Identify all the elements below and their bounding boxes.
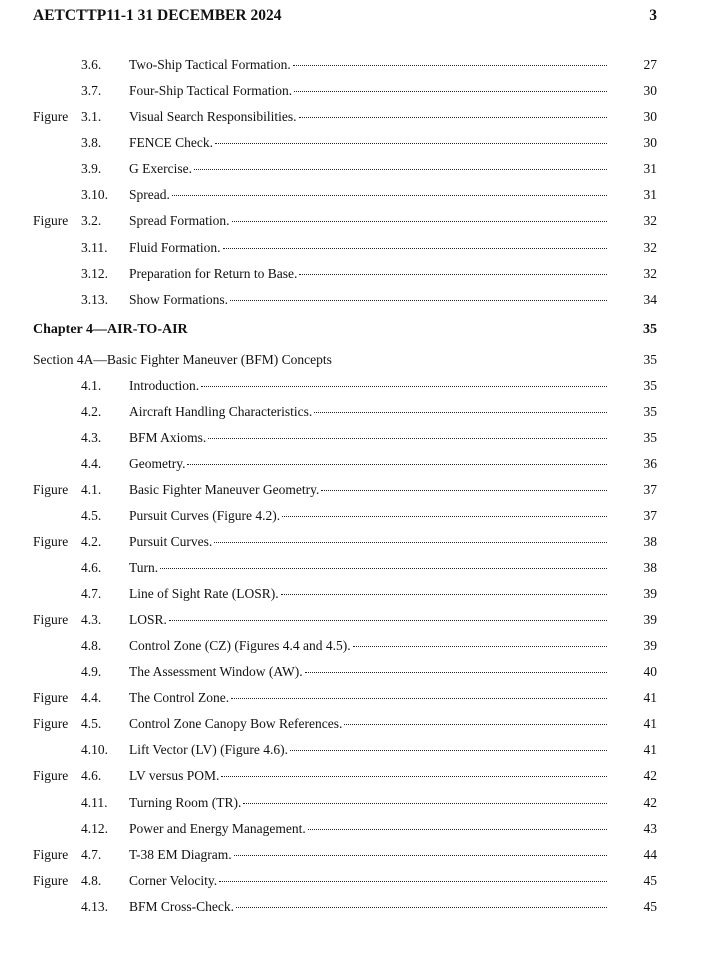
toc-entry[interactable] — [0, 159, 709, 179]
figure-label: Figure — [33, 109, 69, 124]
dot-leader — [314, 411, 607, 413]
toc-entry[interactable] — [0, 376, 709, 396]
entry-title: Four-Ship Tactical Formation. — [129, 83, 293, 98]
entry-title: Corner Velocity. — [129, 873, 218, 888]
entry-number: 4.13. — [81, 899, 108, 914]
entry-title-wrap — [129, 819, 607, 839]
entry-page: 38 — [643, 560, 657, 575]
entry-title: Basic Fighter Maneuver Geometry. — [129, 482, 320, 497]
entry-page: 36 — [643, 456, 657, 471]
dot-leader — [208, 437, 607, 439]
entry-page: 35 — [643, 404, 657, 419]
entry-page: 30 — [643, 83, 657, 98]
entry-title: Two-Ship Tactical Formation. — [129, 57, 291, 72]
entry-title: The Control Zone. — [129, 690, 230, 705]
dot-leader — [187, 463, 607, 465]
toc-entry[interactable] — [0, 558, 709, 578]
entry-title: Lift Vector (LV) (Figure 4.6). — [129, 742, 288, 757]
entry-title-wrap — [129, 871, 607, 891]
entry-title-wrap — [129, 133, 607, 153]
figure-label: Figure — [33, 213, 69, 228]
toc-entry[interactable] — [0, 662, 709, 682]
entry-title: BFM Axioms. — [129, 430, 207, 445]
entry-title-wrap — [129, 584, 607, 604]
entry-page: 40 — [643, 664, 657, 679]
entry-title: Line of Sight Rate (LOSR). — [129, 586, 279, 601]
entry-page: 43 — [643, 821, 657, 836]
entry-title-wrap — [129, 558, 607, 578]
entry-title: Spread. — [129, 187, 170, 202]
dot-leader — [230, 299, 607, 301]
entry-number: 3.1. — [81, 109, 102, 124]
entry-title: Introduction. — [129, 378, 200, 393]
document-id: AETCTTP11-1 31 DECEMBER 2024 — [33, 7, 282, 24]
toc-section-heading[interactable] — [0, 350, 709, 370]
entry-title-wrap — [129, 845, 607, 865]
figure-label: Figure — [33, 534, 69, 549]
toc-entry[interactable] — [0, 793, 709, 813]
entry-page: 42 — [643, 768, 657, 783]
entry-title-wrap — [129, 402, 607, 422]
entry-number: 4.6. — [81, 560, 102, 575]
toc-entry[interactable] — [0, 185, 709, 205]
entry-title: T-38 EM Diagram. — [129, 847, 232, 862]
entry-title-wrap — [129, 506, 607, 526]
entry-title: Control Zone (CZ) (Figures 4.4 and 4.5). — [129, 638, 351, 653]
entry-title: LV versus POM. — [129, 768, 220, 783]
dot-leader — [219, 880, 607, 882]
entry-number: 4.8. — [81, 873, 102, 888]
toc-figure-entry[interactable] — [0, 480, 709, 500]
entry-title: The Assessment Window (AW). — [129, 664, 303, 679]
entry-title-wrap — [129, 714, 607, 734]
figure-label: Figure — [33, 847, 69, 862]
dot-leader — [321, 489, 607, 491]
dot-leader — [214, 541, 607, 543]
entry-title-wrap — [129, 610, 607, 630]
figure-label: Figure — [33, 768, 69, 783]
toc-chapter-heading[interactable] — [0, 320, 709, 340]
page-header — [33, 5, 657, 27]
entry-title: Turn. — [129, 560, 159, 575]
toc-entry[interactable] — [0, 81, 709, 101]
entry-number: 4.10. — [81, 742, 108, 757]
entry-page: 30 — [643, 109, 657, 124]
dot-leader — [172, 194, 607, 196]
dot-leader — [236, 906, 607, 908]
entry-page: 38 — [643, 534, 657, 549]
toc-entry[interactable] — [0, 290, 709, 310]
entry-page: 35 — [643, 430, 657, 445]
dot-leader — [344, 723, 607, 725]
entry-title-wrap — [129, 185, 607, 205]
toc-figure-entry[interactable] — [0, 871, 709, 891]
entry-number: 3.6. — [81, 57, 102, 72]
entry-page: 32 — [643, 266, 657, 281]
dot-leader — [160, 567, 607, 569]
entry-number: 4.9. — [81, 664, 102, 679]
entry-page: 39 — [643, 612, 657, 627]
toc-entry[interactable] — [0, 636, 709, 656]
entry-title: LOSR. — [129, 612, 167, 627]
dot-leader — [201, 385, 607, 387]
entry-page: 39 — [643, 586, 657, 601]
dot-leader — [169, 619, 607, 621]
entry-number: 3.7. — [81, 83, 102, 98]
entry-number: 4.1. — [81, 482, 102, 497]
entry-title-wrap — [129, 107, 607, 127]
entry-title: Fluid Formation. — [129, 240, 221, 255]
dot-leader — [232, 220, 608, 222]
toc-entry[interactable] — [0, 506, 709, 526]
dot-leader — [299, 273, 607, 275]
entry-page: 39 — [643, 638, 657, 653]
figure-label: Figure — [33, 873, 69, 888]
toc-figure-entry[interactable] — [0, 688, 709, 708]
entry-title: BFM Cross-Check. — [129, 899, 235, 914]
page-number: 3 — [649, 7, 657, 24]
toc-figure-entry[interactable] — [0, 714, 709, 734]
entry-title-wrap — [129, 454, 607, 474]
figure-label: Figure — [33, 690, 69, 705]
toc-figure-entry[interactable] — [0, 845, 709, 865]
toc-figure-entry[interactable] — [0, 532, 709, 552]
dot-leader — [299, 116, 607, 118]
entry-page: 44 — [643, 847, 657, 862]
entry-number: 4.3. — [81, 612, 102, 627]
toc-entry[interactable] — [0, 133, 709, 153]
entry-page: 37 — [643, 482, 657, 497]
entry-page: 41 — [643, 690, 657, 705]
chapter-title: Chapter 4—AIR-TO-AIR — [33, 322, 188, 337]
toc-entry[interactable] — [0, 740, 709, 760]
entry-title-wrap — [129, 766, 607, 786]
toc-figure-entry[interactable] — [0, 766, 709, 786]
entry-title-wrap — [129, 238, 607, 258]
toc-entry[interactable] — [0, 402, 709, 422]
entry-title: Aircraft Handling Characteristics. — [129, 404, 313, 419]
entry-title-wrap — [129, 264, 607, 284]
dot-leader — [223, 247, 607, 249]
entry-title-wrap — [129, 211, 607, 231]
entry-number: 3.2. — [81, 213, 102, 228]
entry-number: 4.8. — [81, 638, 102, 653]
toc-entry[interactable] — [0, 819, 709, 839]
entry-title-wrap — [129, 428, 607, 448]
entry-title-wrap — [129, 81, 607, 101]
toc-figure-entry[interactable] — [0, 211, 709, 231]
entry-number: 3.13. — [81, 292, 108, 307]
entry-number: 3.8. — [81, 135, 102, 150]
entry-title-wrap — [129, 55, 607, 75]
entry-title-wrap — [129, 793, 607, 813]
entry-page: 41 — [643, 716, 657, 731]
entry-number: 4.5. — [81, 508, 102, 523]
entry-title-wrap — [129, 662, 607, 682]
entry-title: Control Zone Canopy Bow References. — [129, 716, 343, 731]
toc-entry[interactable] — [0, 264, 709, 284]
entry-title-wrap — [129, 480, 607, 500]
figure-label: Figure — [33, 482, 69, 497]
figure-label: Figure — [33, 716, 69, 731]
entry-title-wrap — [129, 636, 607, 656]
entry-title: Power and Energy Management. — [129, 821, 306, 836]
toc-entry[interactable] — [0, 428, 709, 448]
dot-leader — [305, 671, 607, 673]
entry-number: 3.11. — [81, 240, 108, 255]
dot-leader — [221, 775, 607, 777]
dot-leader — [293, 64, 607, 66]
entry-page: 45 — [643, 899, 657, 914]
dot-leader — [281, 593, 607, 595]
entry-number: 4.5. — [81, 716, 102, 731]
chapter-page: 35 — [643, 322, 657, 337]
entry-page: 31 — [643, 187, 657, 202]
entry-number: 4.11. — [81, 795, 108, 810]
dot-leader — [282, 515, 607, 517]
entry-page: 32 — [643, 240, 657, 255]
entry-title: Spread Formation. — [129, 213, 230, 228]
entry-number: 4.6. — [81, 768, 102, 783]
dot-leader — [290, 749, 607, 751]
figure-label: Figure — [33, 612, 69, 627]
entry-number: 3.9. — [81, 161, 102, 176]
entry-page: 32 — [643, 213, 657, 228]
entry-page: 42 — [643, 795, 657, 810]
entry-page: 35 — [643, 378, 657, 393]
section-title: Section 4A—Basic Fighter Maneuver (BFM) Concepts — [33, 352, 332, 367]
entry-title: Visual Search Responsibilities. — [129, 109, 297, 124]
entry-title: FENCE Check. — [129, 135, 213, 150]
dot-leader — [243, 802, 607, 804]
toc-entry[interactable] — [0, 454, 709, 474]
section-page: 35 — [643, 352, 657, 367]
toc-entry[interactable] — [0, 55, 709, 75]
entry-title-wrap — [129, 688, 607, 708]
entry-title: Pursuit Curves. — [129, 534, 213, 549]
entry-page: 30 — [643, 135, 657, 150]
dot-leader — [231, 697, 607, 699]
entry-title: Pursuit Curves (Figure 4.2). — [129, 508, 281, 523]
dot-leader — [308, 828, 607, 830]
dot-leader — [353, 645, 607, 647]
entry-page: 37 — [643, 508, 657, 523]
entry-title-wrap — [129, 897, 607, 917]
entry-title: Turning Room (TR). — [129, 795, 242, 810]
entry-title: Show Formations. — [129, 292, 229, 307]
entry-number: 4.4. — [81, 690, 102, 705]
entry-number: 4.3. — [81, 430, 102, 445]
dot-leader — [194, 168, 607, 170]
toc-entry[interactable] — [0, 238, 709, 258]
entry-number: 3.12. — [81, 266, 108, 281]
entry-number: 4.12. — [81, 821, 108, 836]
entry-title-wrap — [129, 376, 607, 396]
entry-title-wrap — [129, 532, 607, 552]
entry-title-wrap — [129, 290, 607, 310]
entry-number: 3.10. — [81, 187, 108, 202]
toc-figure-entry[interactable] — [0, 107, 709, 127]
entry-page: 31 — [643, 161, 657, 176]
entry-number: 4.2. — [81, 534, 102, 549]
entry-page: 41 — [643, 742, 657, 757]
entry-page: 34 — [643, 292, 657, 307]
entry-title: G Exercise. — [129, 161, 192, 176]
dot-leader — [294, 90, 607, 92]
entry-number: 4.7. — [81, 847, 102, 862]
dot-leader — [215, 142, 607, 144]
entry-title-wrap — [129, 159, 607, 179]
entry-number: 4.1. — [81, 378, 102, 393]
entry-page: 45 — [643, 873, 657, 888]
entry-number: 4.2. — [81, 404, 102, 419]
toc-entry[interactable] — [0, 897, 709, 917]
toc-entry[interactable] — [0, 584, 709, 604]
entry-title: Geometry. — [129, 456, 186, 471]
entry-title-wrap — [129, 740, 607, 760]
entry-page: 27 — [643, 57, 657, 72]
entry-title: Preparation for Return to Base. — [129, 266, 298, 281]
dot-leader — [234, 854, 607, 856]
toc-figure-entry[interactable] — [0, 610, 709, 630]
entry-number: 4.7. — [81, 586, 102, 601]
entry-number: 4.4. — [81, 456, 102, 471]
